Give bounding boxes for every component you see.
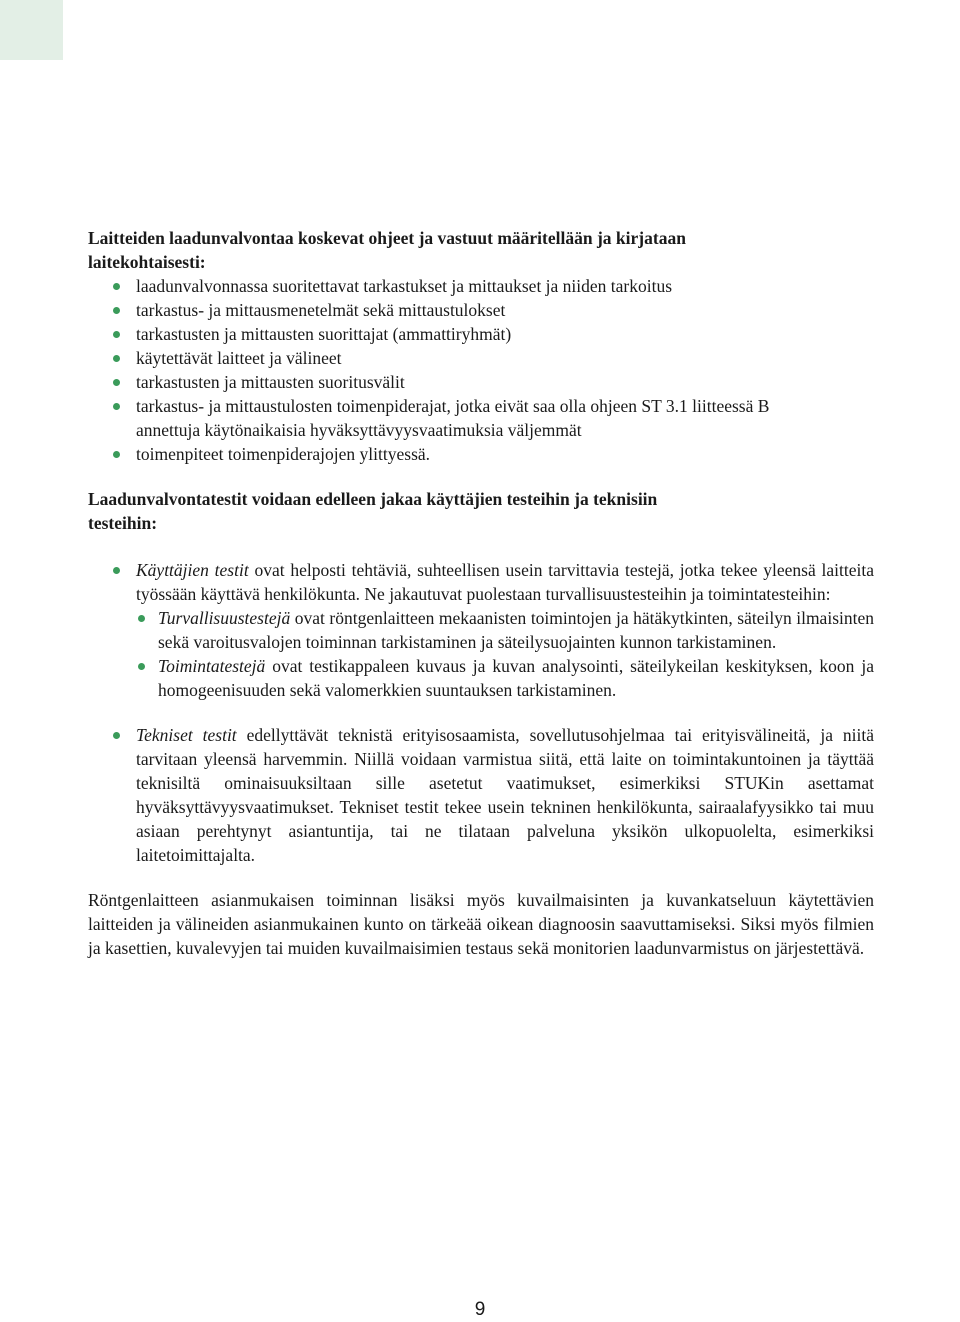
closing-paragraph: Röntgenlaitteen asianmukaisen toiminnan lisäksi myös kuvailmaisinten ja kuvankatseluun käytettävien laitteiden ja välineiden asianmukainen kunto on tärkeää oikean diagnoosin saavuttamiseksi. Siksi myös filmien ja kasettien, kuvalevyjen tai muiden kuvailmaisimien testaus sekä monitorien laadunvarmistus on järjestettävä. — [88, 890, 874, 958]
list-spacer — [88, 702, 874, 723]
list-item: käytettävät laitteet ja välineet — [88, 346, 874, 370]
safety-tests-description: ovat röntgenlaitteen mekaanisten toimintojen ja hätäkytkinten, säteilyn ilmaisinten sekä varoitusvalojen toiminnan tarkistaminen ja säteilysuojainten kunnon tarkistaminen. — [158, 608, 874, 652]
section-tab-decoration — [0, 0, 63, 60]
list-item: tarkastus- ja mittaustulosten toimenpiderajat, jotka eivät saa olla ohjeen ST 3.1 liitteessä B annettuja käytönaikaisia hyväksyttävyysvaatimuksia väljemmät — [88, 394, 826, 442]
list-item: toimenpiteet toimenpiderajojen ylittyessä. — [88, 442, 874, 466]
list-item-safety-tests — [88, 606, 874, 654]
list-item: tarkastusten ja mittausten suorittajat (ammattiryhmät) — [88, 322, 874, 346]
term-user-tests: Käyttäjien testit — [136, 560, 249, 580]
list-item-technical-tests — [88, 723, 874, 867]
term-technical-tests: Tekniset testit — [136, 725, 237, 745]
list-item: tarkastusten ja mittausten suoritusvälit — [88, 370, 874, 394]
user-tests-sublist — [88, 606, 874, 702]
list-item: laadunvalvonnassa suoritettavat tarkastukset ja mittaukset ja niiden tarkoitus — [88, 274, 874, 298]
technical-tests-description: edellyttävät teknistä erityisosaamista, sovellutusohjelmaa tai erityisvälineitä, ja niitä tarvitaan yleensä harvemmin. Niillä voidaan varmistua siitä, että laite on toimintakuntoinen ja täyttää teknisiltä ominaisuuksiltaan sille asetetut vaatimukset, esimerkiksi STUKin asettamat hyväksyttävyysvaatimukset. Tekniset testit tekee usein tekninen henkilökunta, sairaalafyysikko tai muu asiaan perehtynyt asiantuntija, tai ne tilataan palveluna yksikön ulkopuolelta, esimerkiksi laitetoimittajalta. — [136, 725, 874, 865]
user-tests-description: ovat helposti tehtäviä, suhteellisen usein tarvittavia testejä, jotka tekee yleensä laitteita työssään käyttävä henkilökunta. Ne jakautuvat puolestaan turvallisuustesteihin ja toimintatesteihin: — [136, 560, 874, 604]
responsibilities-list — [88, 274, 874, 466]
list-item-user-tests — [88, 558, 874, 702]
list-item-function-tests — [88, 654, 874, 702]
term-function-tests: Toimintatestejä — [158, 656, 266, 676]
heading-test-types: Laadunvalvontatestit voidaan edelleen jakaa käyttäjien testeihin ja teknisiin testeihin: — [88, 489, 658, 533]
page-number: 9 — [474, 1299, 486, 1320]
list-item: tarkastus- ja mittausmenetelmät sekä mittaustulokset — [88, 298, 874, 322]
function-tests-description: ovat testikappaleen kuvaus ja kuvan analysointi, säteilykeilan keskityksen, koon ja homogeenisuuden sekä valomerkkien suuntauksen tarkistaminen. — [158, 656, 874, 700]
test-types-list — [88, 558, 874, 867]
heading-responsibilities: Laitteiden laadunvalvontaa koskevat ohjeet ja vastuut määritellään ja kirjataan laitekohtaisesti: — [88, 228, 686, 272]
term-safety-tests: Turvallisuustestejä — [158, 608, 291, 628]
document-body — [88, 226, 874, 960]
